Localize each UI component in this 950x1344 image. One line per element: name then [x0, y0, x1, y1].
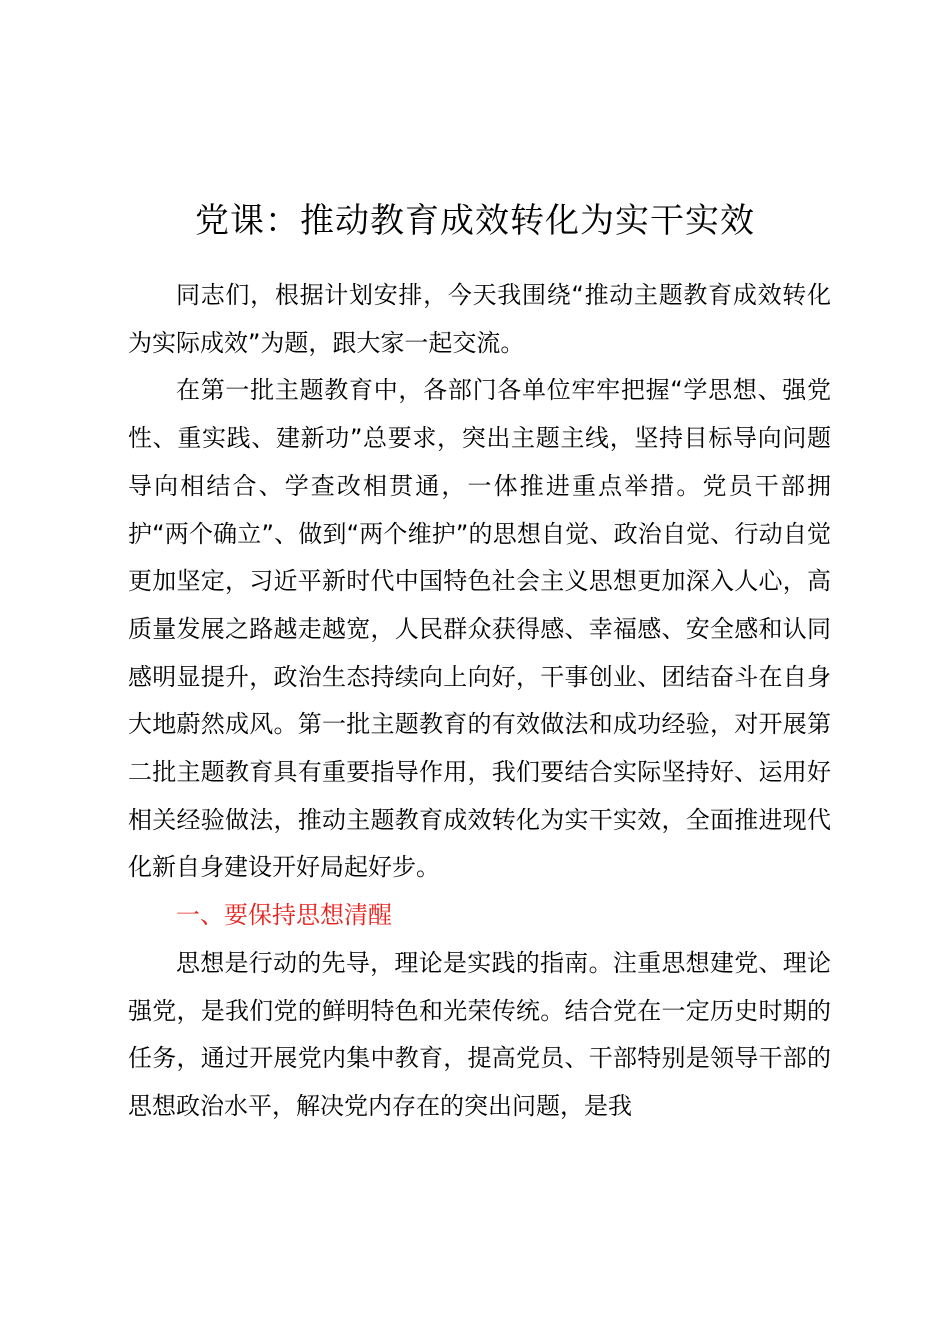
intro-paragraph: 同志们，根据计划安排，今天我围绕“推动主题教育成效转化为实际成效”为题，跟大家一起交流。	[128, 281, 831, 357]
document-body	[128, 272, 831, 1131]
section-heading-1: 一、要保持思想清醒	[176, 901, 392, 930]
document-title: 党课：推动教育成效转化为实干实效	[195, 201, 755, 241]
summary-paragraph: 在第一批主题教育中，各部门各单位牢牢把握“学思想、强党性、重实践、建新功”总要求，突出主题主线，坚持目标导向问题导向相结合、学查改相贯通，一体推进重点举措。党员干部拥护“两个确立”、做到“两个维护”的思想自觉、政治自觉、行动自觉更加坚定，习近平新时代中国特色社会主义思想更加深入人心，高质量发展之路越走越宽，人民群众获得感、幸福感、安全感和认同感明显提升，政治生态持续向上向好，干事创业、团结奋斗在自身大地蔚然成风。第一批主题教育的有效做法和成功经验，对开展第二批主题教育具有重要指导作用，我们要结合实际坚持好、运用好相关经验做法，推动主题教育成效转化为实干实效，全面推进现代化新自身建设开好局起好步。	[128, 376, 831, 882]
section-1-paragraph: 思想是行动的先导，理论是实践的指南。注重思想建党、理论强党，是我们党的鲜明特色和光荣传统。结合党在一定历史时期的任务，通过开展党内集中教育，提高党员、干部特别是领导干部的思想政治水平，解决党内存在的突出问题，是我	[128, 948, 831, 1120]
